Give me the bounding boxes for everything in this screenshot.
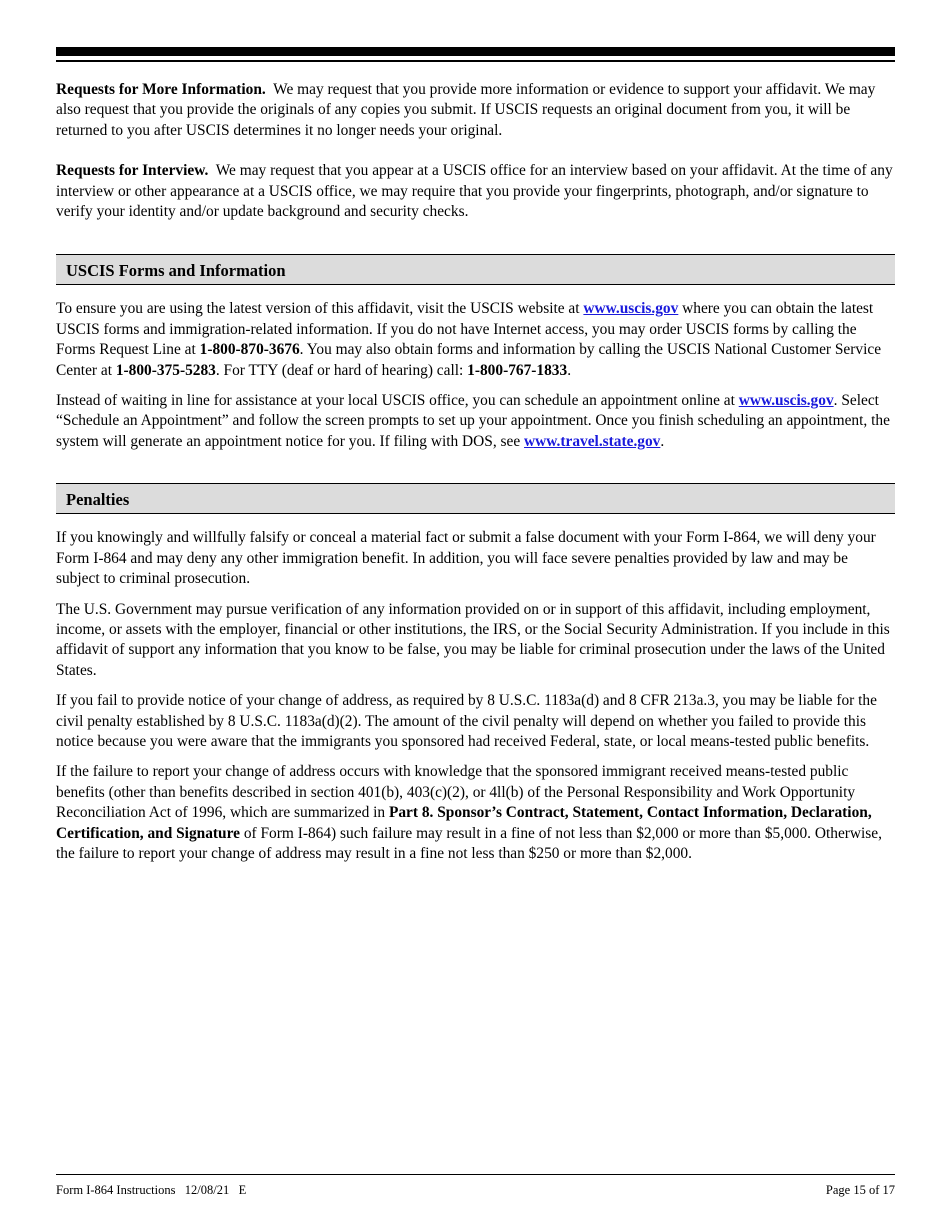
top-thin-rule (56, 60, 895, 62)
footer-form-id: Form I-864 Instructions 12/08/21 E (56, 1183, 247, 1197)
top-thick-rule (56, 47, 895, 56)
forms-info-text: . (567, 361, 572, 379)
more-info-paragraph (56, 80, 895, 141)
part8-reference: Part 8. Sponsor’s Contract, Statement, Contact Information, Declaration, Certification, and Signature (56, 804, 872, 842)
penalties-paragraph-2: The U.S. Government may pursue verification of any information provided on or in support of this affidavit, including employment, income, or assets with the employer, financial or other institutions, the IRS, or the Social Security Administration. If you include in this affidavit of support any information that you know to be false, you may be liable for criminal prosecution under the laws of the United States. (56, 600, 890, 679)
interview-text: We may request that you appear at a USCIS office for an interview based on your affidavit. At the time of any interview or other appearance at a USCIS office, we may require that you provide your fingerprints, photograph, and/or signature to verify your identity and/or update background and security checks. (56, 162, 893, 221)
footer-page-number: Page 15 of 17 (825, 1183, 895, 1197)
penalties-paragraph-3: If you fail to provide notice of your change of address, as required by 8 U.S.C. 1183a(d) and 8 CFR 213a.3, you may be liable for the civil penalty established by 8 U.S.C. 1183a(d)(2). The amount of the civil penalty will depend on whether you failed to provide this notice because you were aware that the immigrants you sponsored had received Federal, state, or local means-tested public benefits. (56, 692, 877, 750)
forms-info-text: . Select “Schedule an Appointment” and follow the screen prompts to set up your appointment. Once you finish scheduling an appointment, the system will generate an appointment notice for you. If filing with DOS, see (56, 392, 890, 450)
interview-heading: Requests for Interview. (56, 162, 209, 180)
penalties-paragraph-1: If you knowingly and willfully falsify or conceal a material fact or submit a false document with your Form I-864, we will deny your Form I-864 and may deny any other immigration benefit. In addition, you will face severe penalties provided by law and may be subject to criminal prosecution. (56, 529, 876, 588)
more-info-heading: Requests for More Information. (56, 81, 266, 98)
forms-info-text: Instead of waiting in line for assistance at your local USCIS office, you can schedule an appointment online at (56, 392, 739, 410)
forms-info-paragraph-1 (56, 299, 895, 381)
penalties-paragraph-4 (56, 762, 895, 864)
customer-service-phone: 1-800-375-5283 (115, 361, 216, 379)
penalties-header: Penalties (56, 483, 895, 514)
penalties-text: of Form I-864) such failure may result in a fine of not less than $2,000 or more than $5,000. Otherwise, the failure to report your change of address may result in a fine not less than $250 or more than $2,000. (56, 824, 882, 862)
forms-info-paragraph-2 (56, 391, 895, 452)
uscis-appointment-link[interactable]: www.uscis.gov (738, 392, 834, 410)
forms-info-header: USCIS Forms and Information (56, 254, 895, 285)
uscis-website-link[interactable]: www.uscis.gov (583, 300, 679, 318)
interview-paragraph (56, 161, 895, 222)
forms-request-phone: 1-800-870-3676 (199, 341, 300, 359)
more-info-text: We may request that you provide more information or evidence to support your affidavit. We may also request that you provide the originals of any copies you submit. If USCIS requests an original document from you, it will be returned to you after USCIS determines it no longer needs your original. (56, 81, 876, 139)
tty-phone: 1-800-767-1833 (467, 361, 568, 379)
forms-info-text: . You may also obtain forms and information by calling the USCIS National Customer Service Center at (56, 341, 882, 379)
forms-info-text: . For TTY (deaf or hard of hearing) call: (215, 361, 468, 379)
travel-state-link[interactable]: www.travel.state.gov (524, 432, 661, 450)
document-body (56, 80, 895, 864)
forms-info-text: To ensure you are using the latest version of this affidavit, visit the USCIS website at (56, 300, 584, 318)
forms-info-text: where you can obtain the latest USCIS forms and immigration-related information. If you do not have Internet access, you may order USCIS forms by calling the Forms Request Line at (56, 300, 874, 359)
footer-rule (56, 1174, 895, 1175)
forms-info-text: . (660, 432, 665, 450)
penalties-text: If the failure to report your change of address occurs with knowledge that the sponsored immigrant received means-tested public benefits (other than benefits described in section 401(b), 403(c)(2), or 4ll(b) of the Personal Responsibility and Work Opportunity Reconciliation Act of 1996, which are summarized in (56, 763, 856, 822)
